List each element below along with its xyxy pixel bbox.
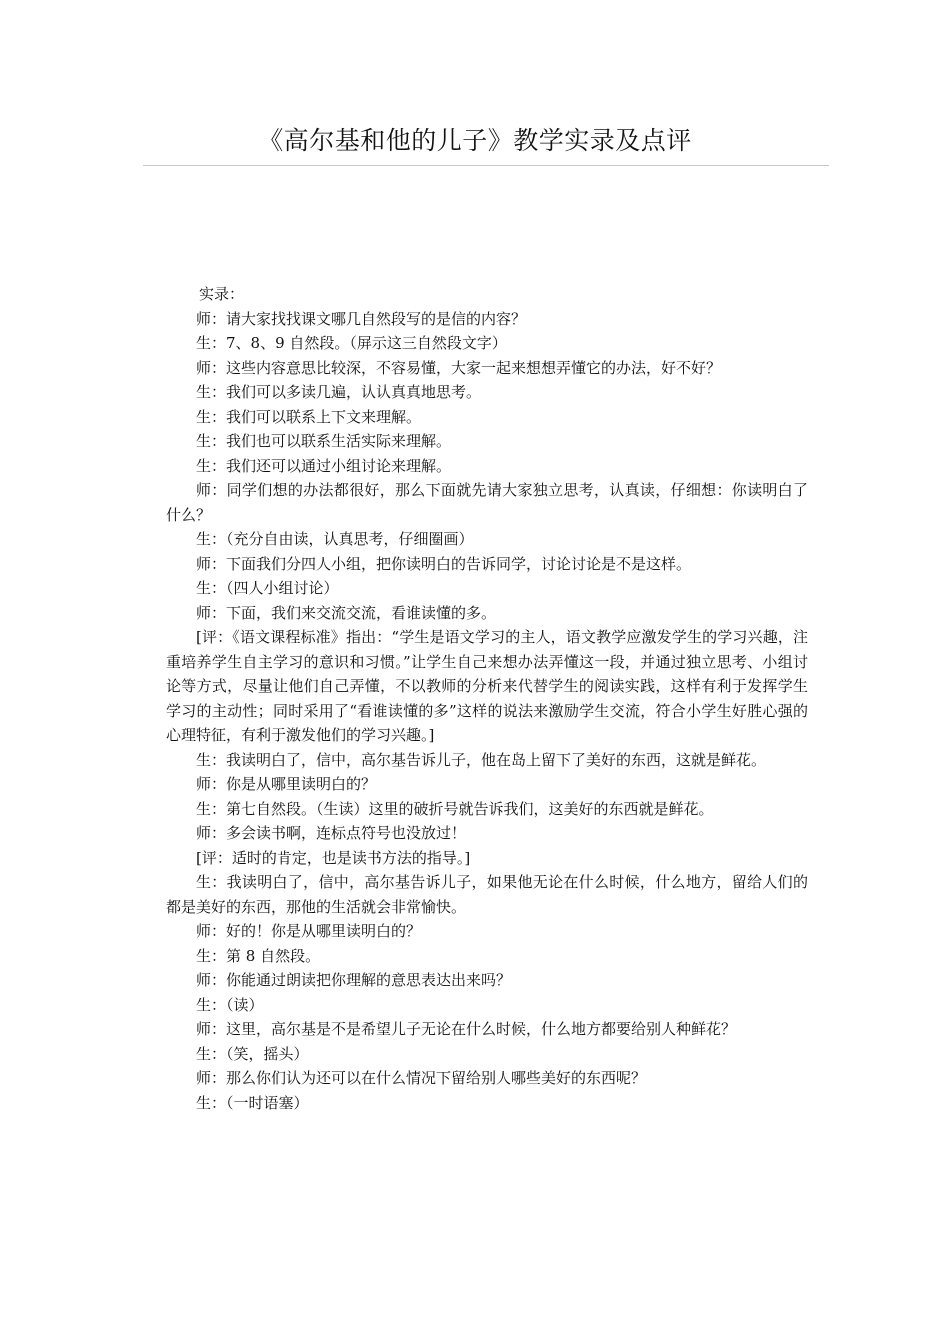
commentary-paragraph: [评：《语文课程标准》指出：“学生是语文学习的主人，语文教学应激发学生的学习兴趣，注重培养学生自主学习的意识和习惯。”让学生自己来想办法弄懂这一段，并通过独立思考、小组讨论等方式，尽量让他们自己弄懂，不以教师的分析来代替学生的阅读实践，这样有利于发挥学生学习的主动性；同时采用了“看谁读懂的多”这样的说法来激励学生交流，符合小学生好胜心强的心理特征，有利于激发他们的学习兴趣。]	[166, 628, 808, 744]
document-title: 《高尔基和他的儿子》教学实录及点评	[258, 126, 692, 155]
document-body	[166, 282, 808, 1115]
paragraph: 生：（充分自由读，认真思考，仔细圈画）	[196, 530, 474, 548]
paragraph: 师：下面我们分四人小组，把你读明白的告诉同学，讨论讨论是不是这样。	[196, 554, 692, 573]
paragraph: 师：好的！你是从哪里读明白的？	[196, 922, 422, 940]
paragraph: 生：（读）	[196, 995, 264, 1014]
paragraph: 生：第 8 自然段。	[196, 946, 321, 965]
paragraph: 师：多会读书啊，连标点符号也没放过！	[196, 824, 467, 842]
paragraph: 师：那么你们认为还可以在什么情况下留给别人哪些美好的东西呢？	[196, 1069, 647, 1087]
paragraph: 师：同学们想的办法都很好，那么下面就先请大家独立思考，认真读，仔细想：你读明白了什么？	[166, 481, 808, 524]
paragraph: 师：你能通过朗读把你理解的意思表达出来吗？	[196, 971, 512, 989]
paragraph: 生：我们也可以联系生活实际来理解。	[196, 432, 452, 450]
paragraph-section-label: 实录：	[199, 285, 245, 303]
paragraph: 生：我们可以联系上下文来理解。	[196, 407, 422, 426]
paragraph: 生：我们可以多读几遍，认认真真地思考。	[196, 383, 482, 401]
paragraph: 师：这些内容意思比较深，不容易懂，大家一起来想想弄懂它的办法，好不好？	[196, 358, 722, 377]
paragraph: 生：7、8、9 自然段。（屏示这三自然段文字）	[196, 334, 507, 352]
title-divider	[143, 165, 829, 166]
paragraph: 生：（笑，摇头）	[196, 1044, 309, 1063]
paragraph: 生：我读明白了，信中，高尔基告诉儿子，如果他无论在什么时候，什么地方，留给人们的都是美好的东西，那他的生活就会非常愉快。	[166, 873, 808, 916]
paragraph: 师：这里，高尔基是不是希望儿子无论在什么时候，什么地方都要给别人种鲜花？	[196, 1020, 737, 1038]
paragraph: 生：（四人小组讨论）	[196, 579, 339, 597]
paragraph: 师：请大家找找课文哪几自然段写的是信的内容？	[196, 309, 527, 328]
paragraph: 生：第七自然段。（生读）这里的破折号就告诉我们，这美好的东西就是鲜花。	[196, 799, 714, 818]
paragraph: 生：（一时语塞）	[196, 1093, 309, 1112]
paragraph: 生：我们还可以通过小组讨论来理解。	[196, 456, 452, 475]
paragraph: 师：你是从哪里读明白的？	[196, 775, 377, 793]
paragraph: 生：我读明白了，信中，高尔基告诉儿子，他在岛上留下了美好的东西，这就是鲜花。	[196, 750, 767, 769]
paragraph: 师：下面，我们来交流交流，看谁读懂的多。	[196, 603, 497, 622]
commentary-paragraph: [评：适时的肯定，也是读书方法的指导。]	[196, 848, 471, 867]
